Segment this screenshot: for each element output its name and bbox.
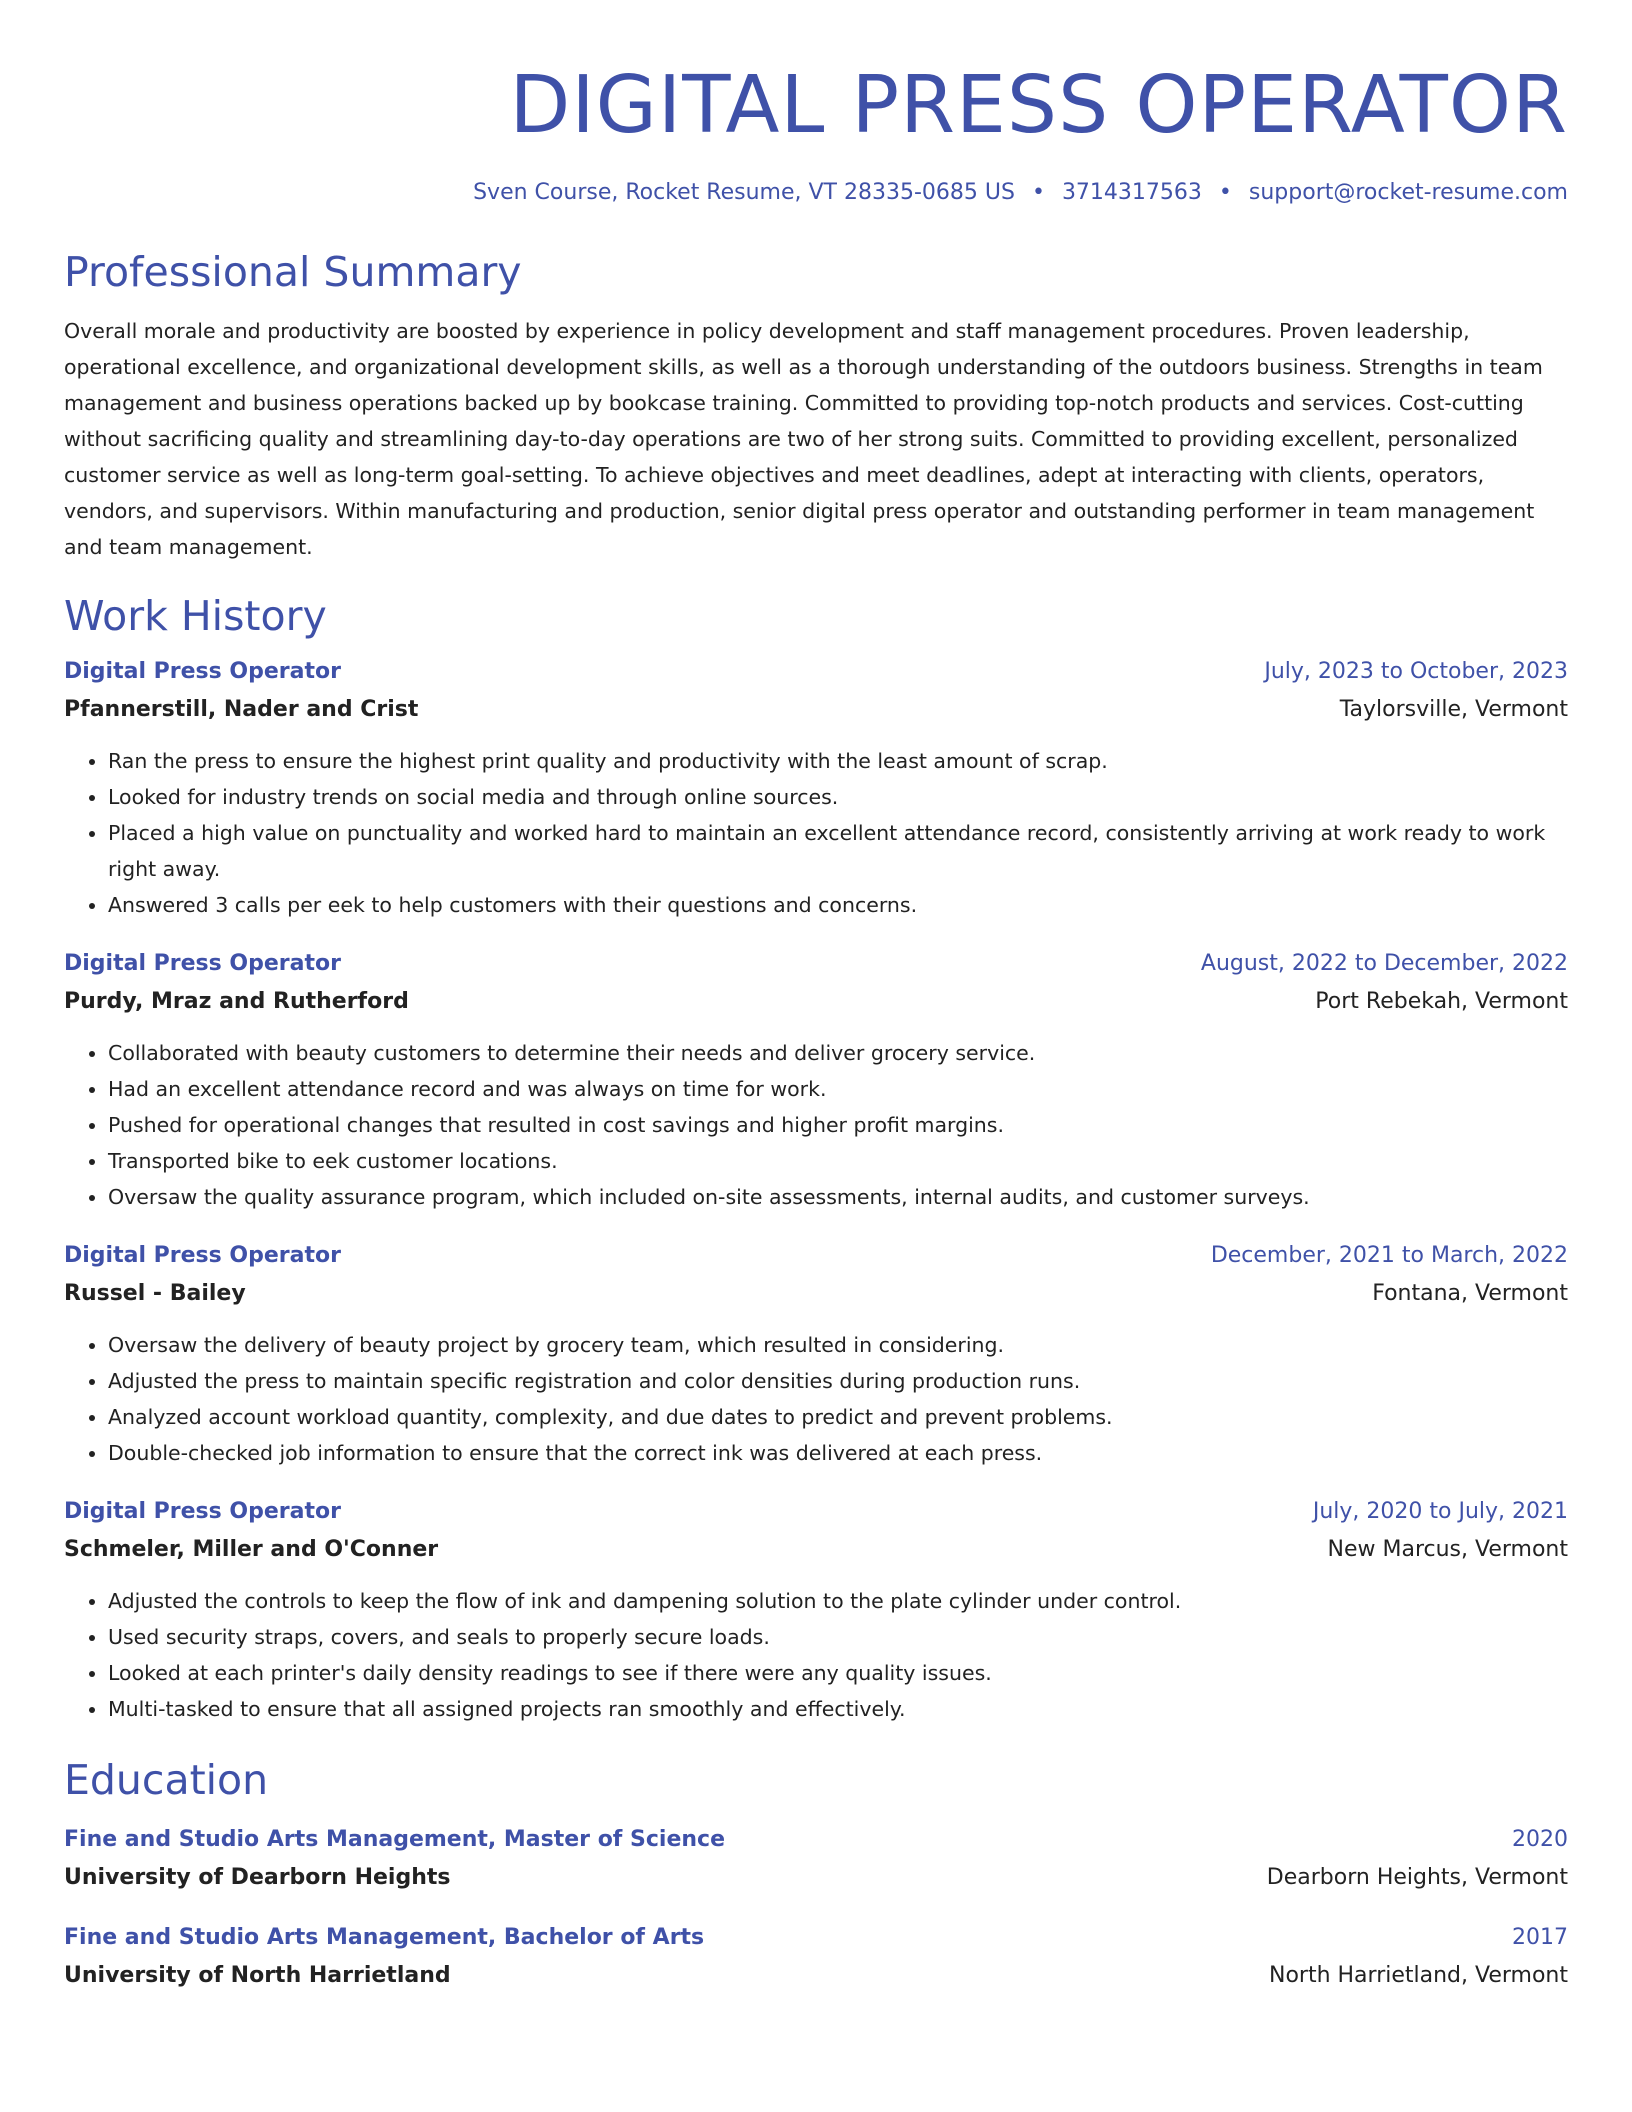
job-bullets [64,1327,1568,1471]
job-bullet: • Transported bike to eek customer locations. [108,1143,1568,1179]
job-bullet: • Collaborated with beauty customers to determine their needs and deliver grocery service. [108,1035,1568,1071]
job-role: Digital Press Operator [64,1243,341,1268]
job-bullet: • Pushed for operational changes that resulted in cost savings and higher profit margins. [108,1107,1568,1143]
job-bullet: • Oversaw the delivery of beauty project by grocery team, which resulted in considering. [108,1327,1568,1363]
contact-phone: 3714317563 [1061,180,1202,205]
job-entry [64,1497,1568,1727]
work-history-list [64,657,1568,1727]
job-entry [64,657,1568,923]
job-bullet: • Looked for industry trends on social media and through online sources. [108,779,1568,815]
job-location: Fontana, Vermont [1372,1281,1568,1306]
job-bullet: • Ran the press to ensure the highest print quality and productivity with the least amount of scrap. [108,743,1568,779]
job-company: Russel - Bailey [64,1281,246,1306]
job-bullets [64,743,1568,923]
education-year: 2017 [1512,1925,1568,1950]
job-bullet: • Multi-tasked to ensure that all assigned projects ran smoothly and effectively. [108,1691,1568,1727]
job-location: New Marcus, Vermont [1327,1537,1568,1562]
education-entry [64,1923,1568,1991]
job-entry [64,949,1568,1215]
job-bullet: • Used security straps, covers, and seals to properly secure loads. [108,1619,1568,1655]
job-bullet: • Placed a high value on punctuality and worked hard to maintain an excellent attendance record, consistently arriving at work ready to work right away. [108,815,1568,887]
job-bullet: • Analyzed account workload quantity, complexity, and due dates to predict and prevent problems. [108,1399,1568,1435]
job-dates: December, 2021 to March, 2022 [1210,1243,1568,1268]
job-bullet: • Adjusted the press to maintain specific registration and color densities during production runs. [108,1363,1568,1399]
job-location: Port Rebekah, Vermont [1315,989,1568,1014]
job-bullet: • Adjusted the controls to keep the flow of ink and dampening solution to the plate cylinder under control. [108,1583,1568,1619]
contact-separator: • [1031,180,1045,205]
job-company: Pfannerstill, Nader and Crist [64,697,419,722]
job-bullet: • Answered 3 calls per eek to help customers with their questions and concerns. [108,887,1568,923]
contact-email: support@rocket-resume.com [1248,180,1568,205]
resume-header [64,60,1568,205]
job-company: Purdy, Mraz and Rutherford [64,989,409,1014]
job-location: Taylorsville, Vermont [1339,697,1568,722]
summary-text: Overall morale and productivity are boosted by experience in policy development and staff management procedures. Proven leadership, operational excellence, and organizational development skills, as well as a thorough understanding of the outdoors business. Strengths in team management and business operations backed up by bookcase training. Committed to providing top-notch products and services. Cost-cutting without sacrificing quality and streamlining day-to-day operations are two of her strong suits. Committed to providing excellent, personalized customer service as well as long-term goal-setting. To achieve objectives and meet deadlines, adept at interacting with clients, operators, vendors, and supervisors. Within manufacturing and production, senior digital press operator and outstanding performer in team management and team management. [64,319,1543,559]
job-dates: July, 2020 to July, 2021 [1312,1499,1568,1524]
job-bullets [64,1035,1568,1215]
job-bullet: • Oversaw the quality assurance program, which included on-site assessments, internal audits, and customer surveys. [108,1179,1568,1215]
education-school: University of North Harrietland [64,1963,451,1988]
work-history-heading: Work History [64,592,327,640]
candidate-title: DIGITAL PRESS OPERATOR [509,59,1568,151]
job-role: Digital Press Operator [64,1499,341,1524]
contact-separator: • [1218,180,1232,205]
education-degree: Fine and Studio Arts Management, Bachelor of Arts [64,1925,705,1950]
job-bullets [64,1583,1568,1727]
education-entry [64,1825,1568,1893]
summary-heading: Professional Summary [64,248,522,296]
job-role: Digital Press Operator [64,659,341,684]
education-year: 2020 [1512,1827,1568,1852]
job-dates: July, 2023 to October, 2023 [1264,659,1568,684]
education-location: North Harrietland, Vermont [1268,1963,1568,1988]
job-bullet: • Looked at each printer's daily density readings to see if there were any quality issues. [108,1655,1568,1691]
education-location: Dearborn Heights, Vermont [1266,1865,1568,1890]
education-heading: Education [64,1756,269,1804]
job-dates: August, 2022 to December, 2022 [1200,951,1568,976]
education-degree: Fine and Studio Arts Management, Master of Science [64,1827,726,1852]
job-bullet: • Had an excellent attendance record and was always on time for work. [108,1071,1568,1107]
contact-line [64,180,1568,205]
job-bullet: • Double-checked job information to ensure that the correct ink was delivered at each press. [108,1435,1568,1471]
education-school: University of Dearborn Heights [64,1865,451,1890]
job-entry [64,1241,1568,1471]
job-role: Digital Press Operator [64,951,341,976]
job-company: Schmeler, Miller and O'Conner [64,1537,439,1562]
contact-address: Sven Course, Rocket Resume, VT 28335-0685 US [473,180,1015,205]
